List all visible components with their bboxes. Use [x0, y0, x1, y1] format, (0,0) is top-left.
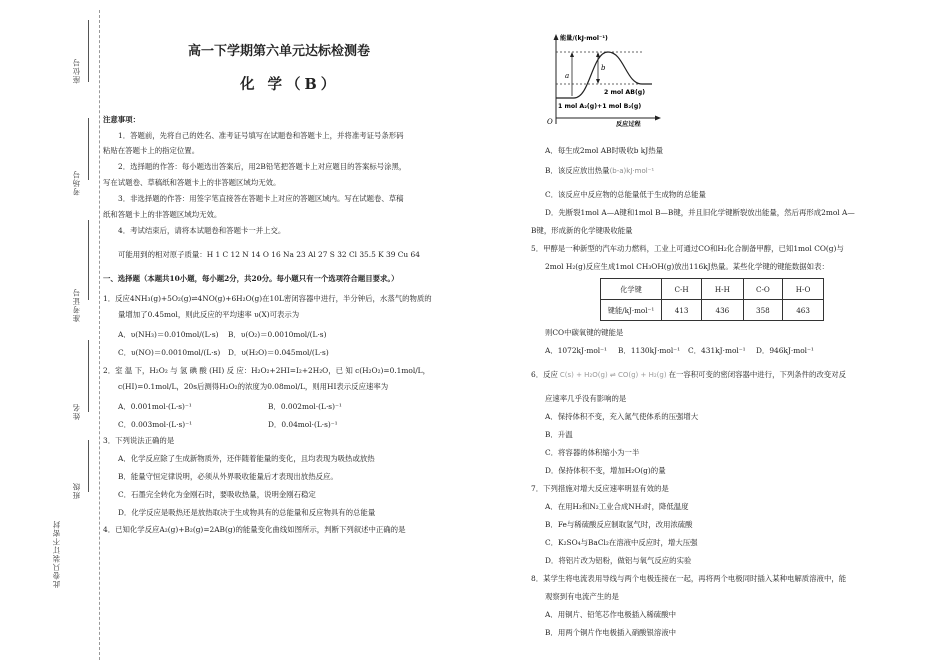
question-4-option-b[interactable]	[545, 166, 654, 176]
notice-line: 4．考试结束后，请将本试题卷和答题卡一并上交。	[118, 226, 286, 235]
question-6-stem-cont: 应速率几乎没有影响的是	[545, 394, 627, 403]
binding-line	[99, 10, 100, 660]
notice-heading: 注意事项：	[103, 115, 140, 124]
question-6-stem	[531, 370, 846, 380]
table-cell: C-H	[662, 279, 702, 300]
question-4-option-c[interactable]: C．该反应中反应物的总能量低于生成物的总能量	[545, 190, 706, 199]
question-5-option-c[interactable]: C．431kJ·mol⁻¹	[688, 346, 746, 355]
page-subtitle: 化 学（B）	[240, 76, 340, 93]
page-title: 高一下学期第六单元达标检测卷	[188, 44, 371, 59]
question-3-option-b[interactable]: B．能量守恒定律说明，必须从外界吸收能量后才表现出放热反应。	[118, 472, 338, 481]
question-6-option-b[interactable]: B．升温	[545, 430, 573, 439]
table-cell: 化学键	[601, 279, 662, 300]
class-blank[interactable]	[88, 440, 89, 492]
x-axis-label: 反应过程	[616, 121, 641, 128]
question-7-option-c[interactable]: C．K₂SO₄与BaCl₂在溶液中反应时，增大压强	[545, 538, 698, 547]
notice-line: 写在试题卷、草稿纸和答题卡上的非答题区域均无效。	[103, 178, 281, 187]
y-axis-arrow	[554, 34, 559, 40]
question-5-option-d[interactable]: D．946kJ·mol⁻¹	[756, 346, 814, 355]
product-label: 2 mol AB(g)	[604, 89, 646, 96]
question-3-option-c[interactable]: C．石墨完全转化为金刚石时，要吸收热量，说明金刚石稳定	[118, 490, 316, 499]
question-1-option-d[interactable]: D．υ(H₂O)＝0.045mol/(L·s)	[228, 348, 329, 357]
notice-line: 粘贴在答题卡上的指定位置。	[103, 146, 200, 155]
question-7-option-b[interactable]: B．Fe与稀硫酸反应制取氢气时，改用浓硫酸	[545, 520, 693, 529]
name-blank[interactable]	[88, 340, 89, 412]
question-1-option-b[interactable]: B．υ(O₂)＝0.0010mol/(L·s)	[228, 330, 327, 339]
question-7-option-a[interactable]: A．在用H₂和N₂工业合成NH₃时，降低温度	[545, 502, 689, 511]
reactant-label: 1 mol A₂(g)+1 mol B₂(g)	[558, 103, 642, 110]
bond-energy-table	[600, 278, 824, 321]
seal-notice: 此卷只装订不密封	[52, 520, 61, 588]
atomic-mass-line: 可能用到的相对原子质量：H 1 C 12 N 14 O 16 Na 23 Al 27 S 32 Cl 35.5 K 39 Cu 64	[118, 250, 420, 259]
question-4-option-b-formula: (b-a)kJ·mol⁻¹	[609, 167, 655, 175]
question-4-option-d-cont: B键，形成新的化学键吸收能量	[531, 226, 633, 235]
question-1-stem-cont: 量增加了0.45mol，则此反应的平均速率 υ(X)可表示为	[118, 310, 300, 319]
table-cell: 413	[662, 300, 702, 321]
question-5-option-a[interactable]: A．1072kJ·mol⁻¹	[545, 346, 608, 355]
question-6-formula: C(s) + H₂O(g) ⇌ CO(g) + H₂(g)	[559, 371, 667, 379]
question-5-stem: 5．甲醇是一种新型的汽车动力燃料，工业上可通过CO和H₂化合制备甲醇，已知1mol CO(g)与	[531, 244, 844, 253]
question-6-option-c[interactable]: C．将容器的体积缩小为一半	[545, 448, 640, 457]
question-3-option-a[interactable]: A．化学反应除了生成新物质外，还伴随着能量的变化，且均表现为吸热或放热	[118, 454, 375, 463]
question-3-option-d[interactable]: D．化学反应是吸热还是放热取决于生成物具有的总能量和反应物具有的总能量	[118, 508, 376, 517]
table-row	[601, 300, 824, 321]
question-6-suffix: 在一容积可变的密闭容器中进行，下列条件的改变对反	[668, 370, 846, 379]
table-cell: 键能/kJ·mol⁻¹	[601, 300, 662, 321]
y-axis-label: 能量/(kJ·mol⁻¹)	[560, 35, 608, 42]
a-label: a	[565, 72, 570, 80]
question-4-option-d[interactable]: D．先断裂1mol A—A键和1mol B—B键，并且旧化学键断裂放出能量，然后再形成2mol A—	[545, 208, 855, 217]
question-8-option-a[interactable]: A．用铜片、铅笔芯作电极插入稀硫酸中	[545, 610, 676, 619]
energy-diagram	[532, 28, 682, 128]
exam-id-label: 准考证号	[72, 288, 81, 322]
question-1-stem: 1．反应4NH₃(g)+5O₂(g)⇌4NO(g)+6H₂O(g)在10L密闭容器中进行，半分钟后，水蒸气的物质的	[103, 294, 432, 303]
arrow-a-head	[570, 52, 574, 57]
table-cell: C-O	[743, 279, 783, 300]
question-6-option-a[interactable]: A．保持体积不变，充入氮气使体系的压强增大	[545, 412, 699, 421]
question-4-option-b-prefix: B．该反应放出热量	[545, 166, 610, 175]
table-row	[601, 279, 824, 300]
question-6-prefix: 6．反应	[531, 370, 558, 379]
table-cell: 358	[743, 300, 783, 321]
notice-line: 3．非选择题的作答：用签字笔直接答在答题卡上对应的答题区域内。写在试题卷、草稿	[118, 194, 404, 203]
question-2-option-a[interactable]: A．0.001mol·(L·s)⁻¹	[118, 402, 192, 411]
question-5-tail: 则CO中碳氧键的键能是	[545, 328, 624, 337]
question-2-stem: 2．室 温 下，H₂O₂ 与 氢 碘 酸 (HI) 反 应：H₂O₂+2HI=I₂+2H₂O，已 知 c(H₂O₂)=0.1mol/L，	[103, 366, 430, 375]
question-3-stem: 3．下列说法正确的是	[103, 436, 175, 445]
exam-id-blank[interactable]	[88, 220, 89, 300]
question-7-stem: 7．下列措施对增大反应速率明显有效的是	[531, 484, 669, 493]
question-2-option-b[interactable]: B．0.002mol·(L·s)⁻¹	[268, 402, 342, 411]
question-8-stem: 8．某学生将电流表用导线与两个电极连接在一起，再将两个电极同时插入某种电解质溶液中，能	[531, 574, 847, 583]
class-label: 班级	[72, 482, 81, 499]
notice-line: 1．答题前，先将自己的姓名、准考证号填写在试题卷和答题卡上，并将准考证号条形码	[118, 131, 404, 140]
question-7-option-d[interactable]: D．将铝片改为铝粉，做铝与氧气反应的实验	[545, 556, 692, 565]
b-label: b	[601, 64, 606, 72]
name-label: 姓名	[72, 403, 81, 420]
question-2-stem-cont: c(HI)=0.1mol/L，20s后测得H₂O₂的浓度为0.08mol/L，则用HI表示反应速率为	[118, 382, 389, 391]
exam-room-blank[interactable]	[88, 118, 89, 180]
question-1-option-a[interactable]: A．υ(NH₃)＝0.010mol/(L·s)	[118, 330, 219, 339]
question-2-option-c[interactable]: C．0.003mol·(L·s)⁻¹	[118, 420, 193, 429]
question-5-option-b[interactable]: B．1130kJ·mol⁻¹	[618, 346, 681, 355]
question-5-stem-cont: 2mol H₂(g)反应生成1mol CH₃OH(g)放出116kJ热量。某些化学键的键能数据如表：	[545, 262, 829, 271]
seat-number-label: 座位号	[72, 58, 81, 84]
question-4-option-a[interactable]: A．每生成2mol AB时吸收b kJ热量	[545, 146, 664, 155]
seat-number-blank[interactable]	[88, 20, 89, 82]
table-cell: 463	[783, 300, 824, 321]
section-heading: 一、选择题（本题共10小题，每小题2分，共20分。每小题只有一个选项符合题目要求。）	[103, 274, 399, 283]
question-4-stem: 4．已知化学反应A₂(g)+B₂(g)=2AB(g)的能量变化曲线如图所示，判断下列叙述中正确的是	[103, 525, 406, 534]
notice-line: 2．选择题的作答：每小题选出答案后，用2B铅笔把答题卡上对应题目的答案标号涂黑，	[118, 162, 407, 171]
arrow-b-head	[596, 79, 600, 84]
question-8-stem-cont: 观察到有电流产生的是	[545, 592, 619, 601]
question-6-option-d[interactable]: D．保持体积不变，增加H₂O(g)的量	[545, 466, 666, 475]
question-1-option-c[interactable]: C．υ(NO)＝0.0010mol/(L·s)	[118, 348, 221, 357]
table-cell: H-O	[783, 279, 824, 300]
origin-label: O	[547, 118, 553, 126]
question-2-option-d[interactable]: D．0.04mol·(L·s)⁻¹	[268, 420, 338, 429]
table-cell: 436	[702, 300, 743, 321]
table-cell: H-H	[702, 279, 743, 300]
notice-line: 纸和答题卡上的非答题区域均无效。	[103, 210, 222, 219]
x-axis-arrow	[655, 116, 661, 121]
arrow-b-tail	[596, 52, 600, 57]
exam-room-label: 考场号	[72, 170, 81, 196]
question-8-option-b[interactable]: B．用两个铜片作电极插入硝酸银溶液中	[545, 628, 677, 637]
